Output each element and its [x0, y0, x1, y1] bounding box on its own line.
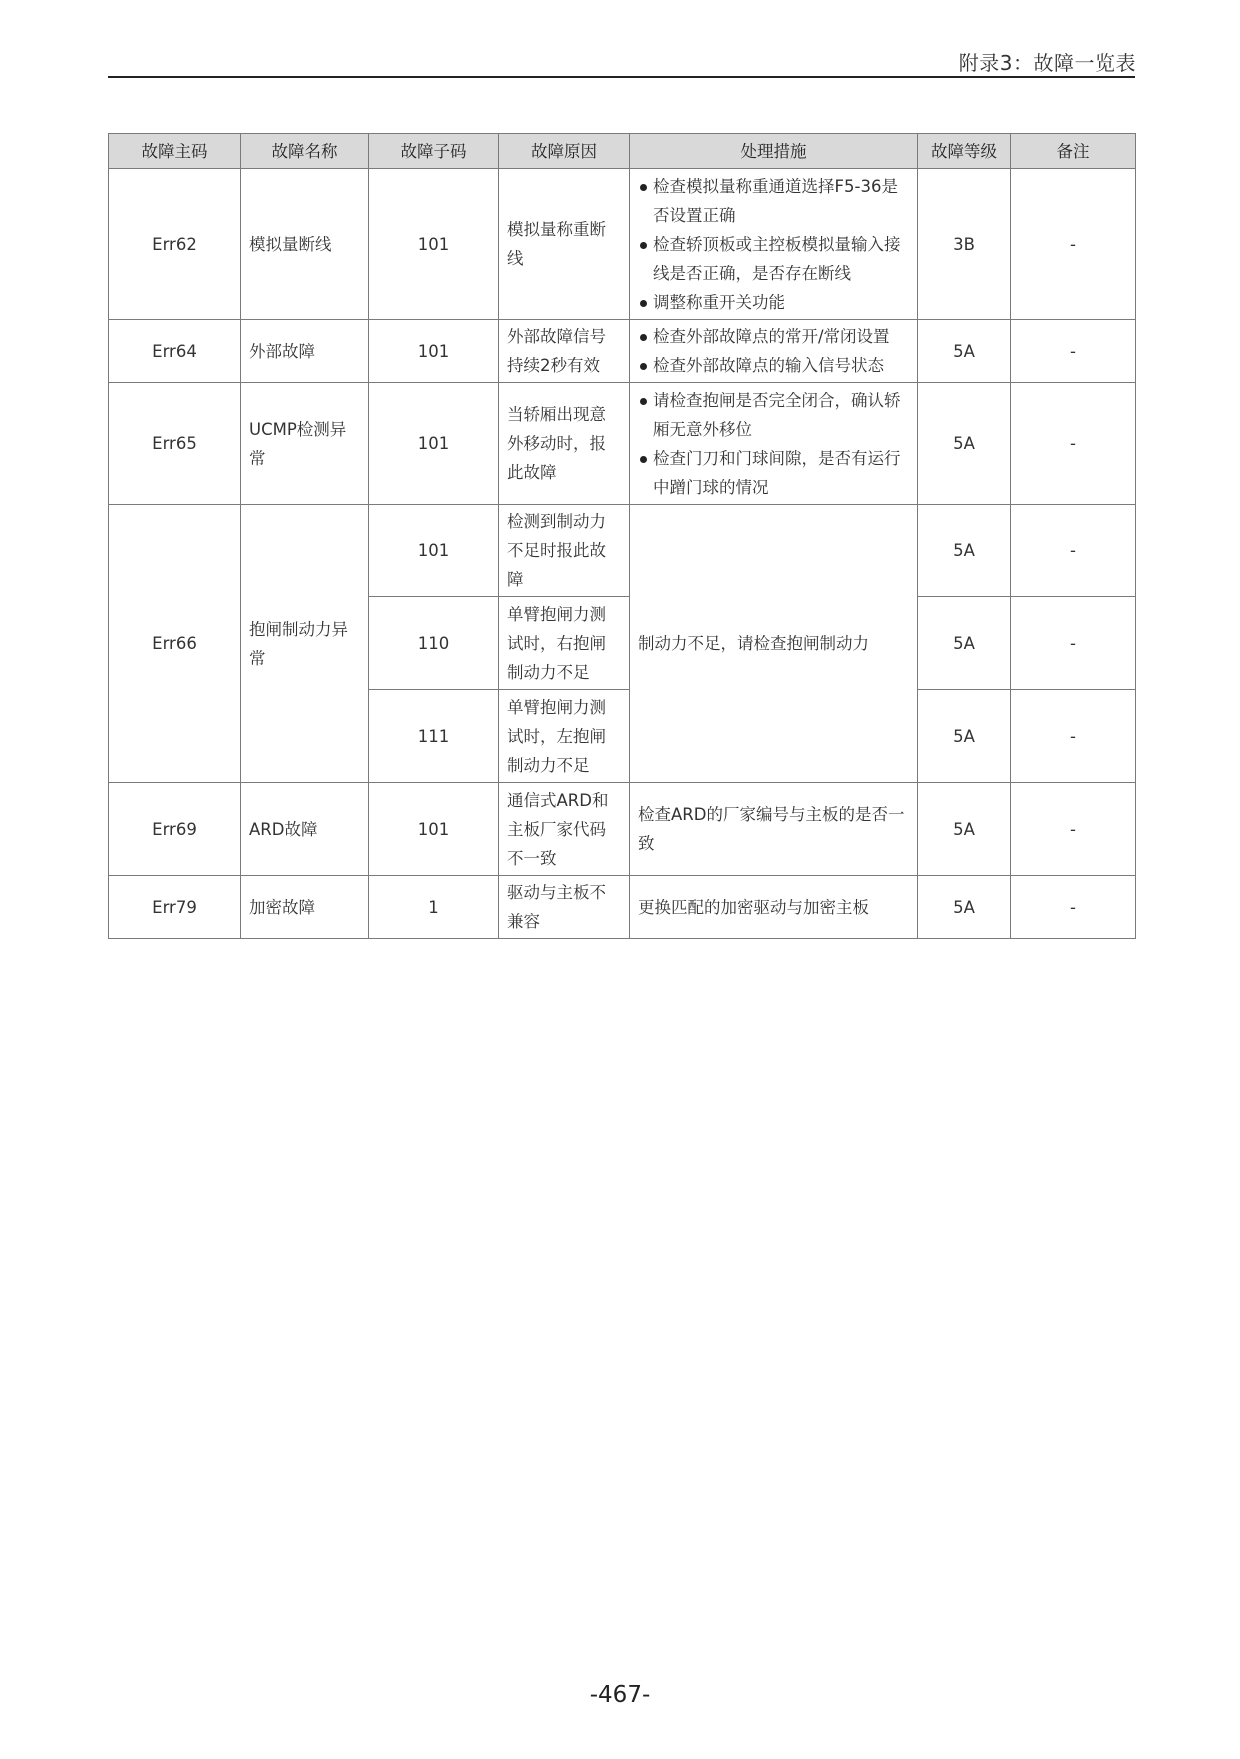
- action-item: 检查模拟量称重通道选择F5-36是否设置正确: [638, 172, 909, 230]
- fault-level: 5A: [918, 320, 1011, 383]
- fault-cause: 当轿厢出现意外移动时，报此故障: [499, 383, 630, 505]
- fault-subcode: 101: [369, 169, 499, 320]
- table-row: [109, 505, 1136, 597]
- action-item: 调整称重开关功能: [638, 288, 909, 317]
- action-item: 检查门刀和门球间隙，是否有运行中蹭门球的情况: [638, 444, 909, 502]
- table-row: [109, 783, 1136, 876]
- fault-level: 5A: [918, 690, 1011, 783]
- fault-name: 加密故障: [241, 876, 369, 939]
- fault-table: [108, 133, 1136, 939]
- fault-remark: -: [1011, 783, 1136, 876]
- fault-name: UCMP检测异常: [241, 383, 369, 505]
- action-item: 检查轿顶板或主控板模拟量输入接线是否正确，是否存在断线: [638, 230, 909, 288]
- fault-code: Err66: [109, 505, 241, 783]
- fault-level: 5A: [918, 876, 1011, 939]
- fault-action: 更换匹配的加密驱动与加密主板: [630, 876, 918, 939]
- fault-code: Err69: [109, 783, 241, 876]
- fault-actions: [630, 383, 918, 505]
- fault-subcode: 101: [369, 505, 499, 597]
- fault-code: Err64: [109, 320, 241, 383]
- col-header-cause: 故障原因: [499, 134, 630, 169]
- fault-cause: 模拟量称重断线: [499, 169, 630, 320]
- col-header-name: 故障名称: [241, 134, 369, 169]
- action-item: 请检查抱闸是否完全闭合，确认轿厢无意外移位: [638, 386, 909, 444]
- fault-remark: -: [1011, 320, 1136, 383]
- col-header-subcode: 故障子码: [369, 134, 499, 169]
- action-item: 检查外部故障点的输入信号状态: [638, 351, 909, 380]
- fault-code: Err62: [109, 169, 241, 320]
- fault-subcode: 101: [369, 383, 499, 505]
- fault-subcode: 1: [369, 876, 499, 939]
- fault-level: 5A: [918, 383, 1011, 505]
- fault-subcode: 111: [369, 690, 499, 783]
- action-item: 检查外部故障点的常开/常闭设置: [638, 322, 909, 351]
- page-header-title: 附录3：故障一览表: [958, 51, 1136, 75]
- fault-level: 5A: [918, 783, 1011, 876]
- table-row: [109, 169, 1136, 320]
- fault-level: 5A: [918, 597, 1011, 690]
- fault-code: Err65: [109, 383, 241, 505]
- col-header-action: 处理措施: [630, 134, 918, 169]
- fault-remark: -: [1011, 690, 1136, 783]
- fault-cause: 外部故障信号持续2秒有效: [499, 320, 630, 383]
- col-header-code: 故障主码: [109, 134, 241, 169]
- fault-level: 5A: [918, 505, 1011, 597]
- fault-code: Err79: [109, 876, 241, 939]
- fault-remark: -: [1011, 597, 1136, 690]
- fault-subcode: 101: [369, 320, 499, 383]
- table-header-row: [109, 134, 1136, 169]
- header-divider: [108, 76, 1135, 78]
- fault-remark: -: [1011, 505, 1136, 597]
- fault-subcode: 101: [369, 783, 499, 876]
- fault-name: 抱闸制动力异常: [241, 505, 369, 783]
- fault-cause: 单臂抱闸力测试时，右抱闸制动力不足: [499, 597, 630, 690]
- fault-subcode: 110: [369, 597, 499, 690]
- fault-cause: 驱动与主板不兼容: [499, 876, 630, 939]
- fault-remark: -: [1011, 169, 1136, 320]
- fault-cause: 单臂抱闸力测试时，左抱闸制动力不足: [499, 690, 630, 783]
- fault-level: 3B: [918, 169, 1011, 320]
- fault-actions: [630, 320, 918, 383]
- table-row: [109, 383, 1136, 505]
- fault-remark: -: [1011, 383, 1136, 505]
- fault-action: 检查ARD的厂家编号与主板的是否一致: [630, 783, 918, 876]
- fault-name: ARD故障: [241, 783, 369, 876]
- col-header-remark: 备注: [1011, 134, 1136, 169]
- fault-cause: 检测到制动力不足时报此故障: [499, 505, 630, 597]
- fault-actions: [630, 169, 918, 320]
- fault-remark: -: [1011, 876, 1136, 939]
- fault-cause: 通信式ARD和主板厂家代码不一致: [499, 783, 630, 876]
- table-row: [109, 320, 1136, 383]
- fault-action: 制动力不足，请检查抱闸制动力: [630, 505, 918, 783]
- fault-name: 模拟量断线: [241, 169, 369, 320]
- col-header-level: 故障等级: [918, 134, 1011, 169]
- fault-name: 外部故障: [241, 320, 369, 383]
- page-number: -467-: [589, 1682, 651, 1708]
- table-row: [109, 876, 1136, 939]
